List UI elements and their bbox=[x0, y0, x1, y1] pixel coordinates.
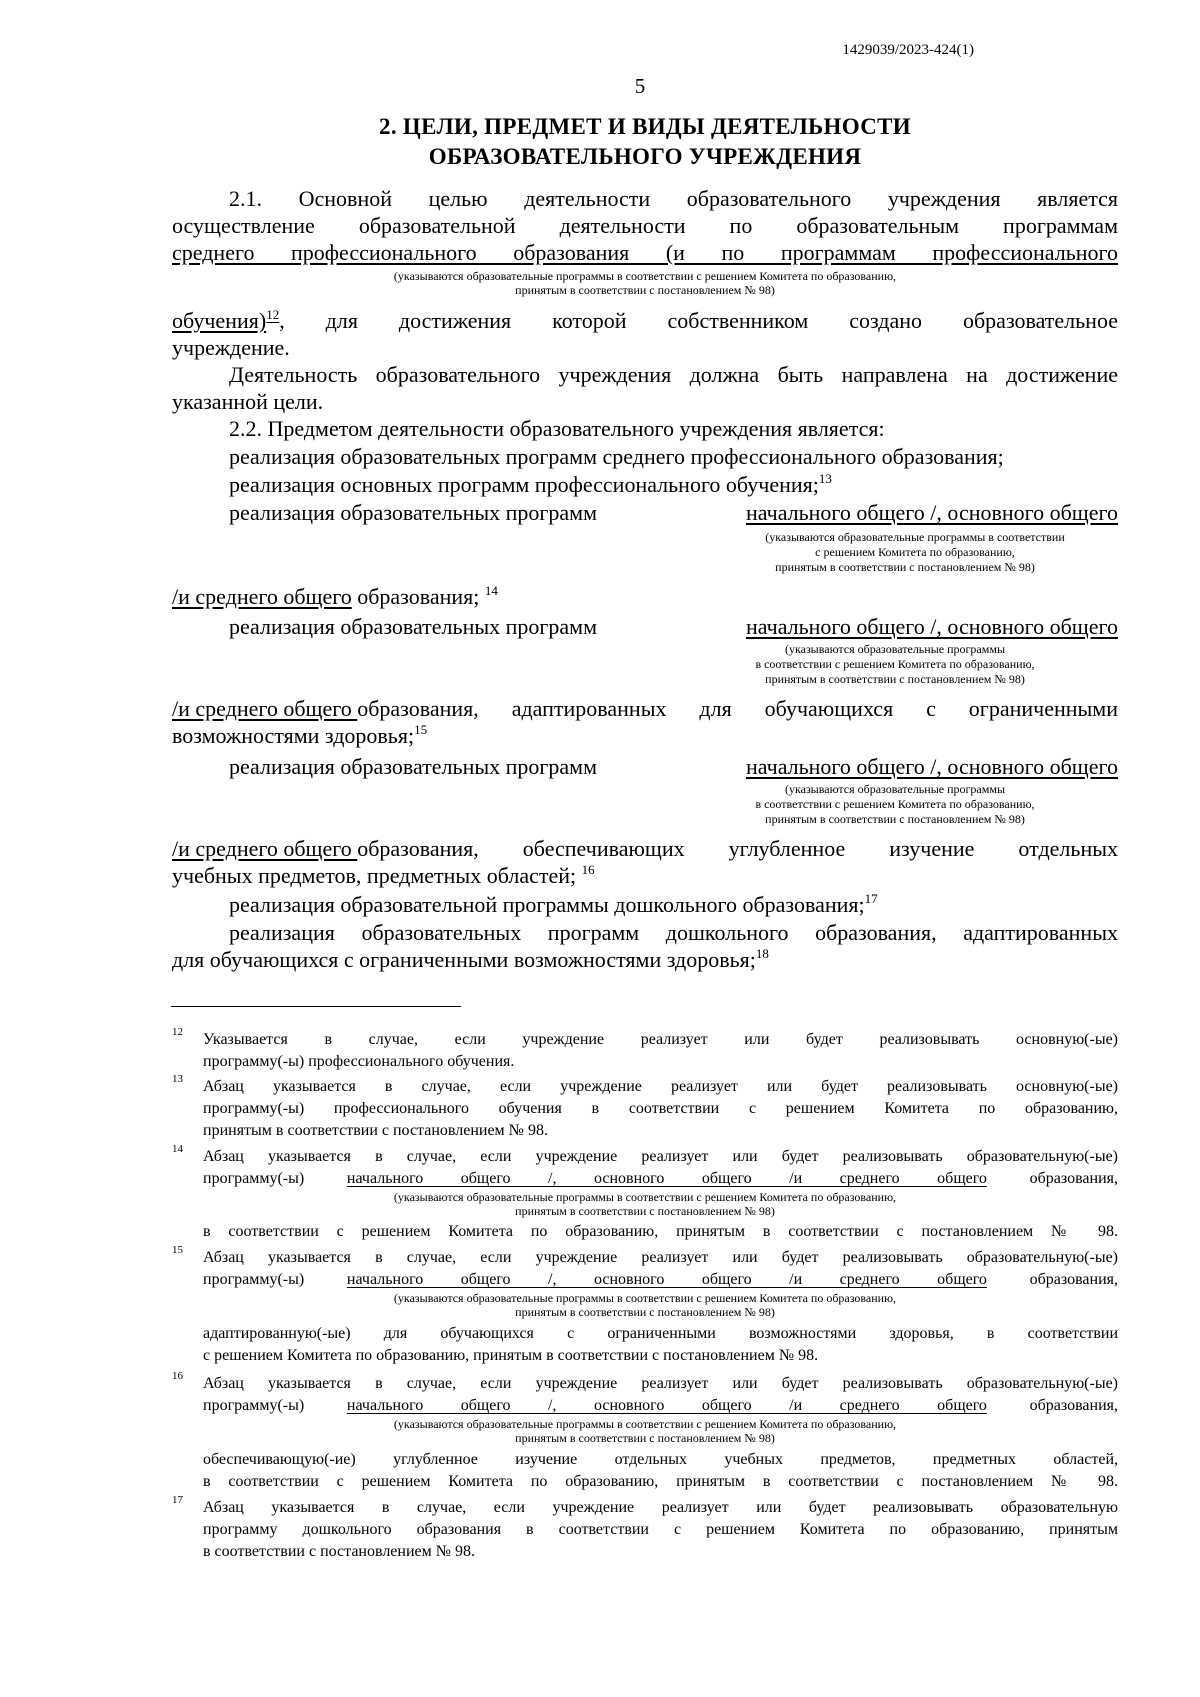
footnote-ref-17: 17 bbox=[864, 891, 878, 906]
footnote-16-line-3: обеспечивающую(-ие) углубленное изучение отдельных учебных предметов, предметных областей, bbox=[203, 1451, 1118, 1468]
p22-item-6-text: реализация образовательной программы дошкольного образования; bbox=[229, 892, 865, 917]
footnote-15-line-2 bbox=[203, 1270, 1118, 1290]
p22-item-4-line-3-text: возможностями здоровья; bbox=[172, 723, 415, 748]
p21-line-2: осуществление образовательной деятельности по образовательным программам bbox=[172, 213, 1118, 238]
document-id: 1429039/2023-424(1) bbox=[842, 42, 974, 58]
p22-item-3-programs: начального общего /, основного общего bbox=[745, 500, 1118, 525]
p22-item-5-line-1 bbox=[229, 754, 1118, 780]
p22-item-5-programs: начального общего /, основного общего bbox=[745, 754, 1118, 779]
p21-note-2: принятым в соответствии с постановлением № 98) bbox=[515, 283, 775, 297]
p22-item-5-line-3-text: учебных предметов, предметных областей; bbox=[172, 863, 577, 888]
footnote-ref-16: 16 bbox=[581, 862, 595, 877]
p22-item-4-u: /и среднего общего bbox=[172, 696, 358, 721]
footnote-17-line-1: Абзац указывается в случае, если учреждение реализует или будет реализовывать образовательную bbox=[203, 1499, 1118, 1516]
footnote-12-number: 12 bbox=[172, 1026, 183, 1038]
p22-item-2 bbox=[229, 472, 832, 498]
p22-item-5-line-3 bbox=[172, 863, 595, 889]
footnote-14-line-2 bbox=[203, 1169, 1118, 1189]
p22-item-3-note-2: с решением Комитета по образованию, bbox=[815, 545, 1015, 559]
footnote-15-note-2: принятым в соответствии с постановлением № 98) bbox=[515, 1305, 775, 1319]
p21-note-1: (указываются образовательные программы в соответствии с решением Комитета по образованию, bbox=[393, 269, 897, 283]
footnote-15-programs: начального общего /, основного общего /и среднего общего bbox=[346, 1271, 987, 1288]
p22-item-3-line-2 bbox=[172, 584, 498, 610]
p22-item-7-line-2 bbox=[172, 947, 769, 973]
p22-item-5-note-3: принятым в соответствии с постановлением № 98) bbox=[765, 812, 1025, 826]
p22-item-4-line-3 bbox=[172, 723, 427, 749]
p22-item-4-note-3: принятым в соответствии с постановлением № 98) bbox=[765, 672, 1025, 686]
p21-line-1: 2.1. Основной целью деятельности образовательного учреждения является bbox=[229, 186, 1118, 211]
p22-item-5-note-2: в соответствии с решением Комитета по образованию, bbox=[755, 797, 1035, 811]
footnote-13-number: 13 bbox=[172, 1073, 183, 1085]
p21-line-7: указанной цели. bbox=[172, 389, 324, 414]
p21-line-5: учреждение. bbox=[172, 335, 290, 360]
page-number: 5 bbox=[634, 74, 646, 98]
p22-item-3-note-1: (указываются образовательные программы в соответствии bbox=[765, 530, 1065, 544]
footnote-ref-18: 18 bbox=[755, 946, 769, 961]
footnote-15-line-1: Абзац указывается в случае, если учреждение реализует или будет реализовывать образовательную(-ые) bbox=[203, 1249, 1118, 1266]
section-title-line-1: 2. ЦЕЛИ, ПРЕДМЕТ И ВИДЫ ДЕЯТЕЛЬНОСТИ bbox=[379, 114, 911, 139]
p22-item-2-text: реализация основных программ профессионального обучения; bbox=[229, 472, 819, 497]
p22-item-3-end: образования; bbox=[351, 584, 480, 609]
p22-item-7-line-2-text: для обучающихся с ограниченными возможностями здоровья; bbox=[172, 947, 756, 972]
footnote-14-note-1: (указываются образовательные программы в соответствии с решением Комитета по образованию, bbox=[393, 1190, 897, 1204]
p22-item-4-line-1 bbox=[229, 614, 1118, 640]
footnote-14-line-2-end: образования, bbox=[1029, 1170, 1118, 1187]
footnote-17-number: 17 bbox=[172, 1494, 183, 1506]
footnote-ref-15: 15 bbox=[414, 722, 428, 737]
footnote-12-line-2: программу(-ы) профессионального обучения. bbox=[203, 1053, 515, 1070]
footnote-15-note-1: (указываются образовательные программы в соответствии с решением Комитета по образованию, bbox=[393, 1291, 897, 1305]
p22-item-7-line-1: реализация образовательных программ дошкольного образования, адаптированных bbox=[229, 920, 1118, 945]
p22-item-4-start: реализация образовательных программ bbox=[229, 614, 598, 639]
footnote-15-line-3: адаптированную(-ые) для обучающихся с ограниченными возможностями здоровья, в соответствии bbox=[203, 1325, 1118, 1342]
footnote-12-line-1: Указывается в случае, если учреждение реализует или будет реализовывать основную(-ые) bbox=[203, 1031, 1118, 1048]
footnote-16-note-1: (указываются образовательные программы в соответствии с решением Комитета по образованию, bbox=[393, 1417, 897, 1431]
p22-item-5-rest: образования, обеспечивающих углубленное изучение отдельных bbox=[357, 836, 1118, 861]
footnote-14-programs: начального общего /, основного общего /и среднего общего bbox=[346, 1170, 987, 1187]
p21-line-4-rest: , для достижения которой собственником создано образовательное bbox=[279, 308, 1118, 333]
footnote-14-line-1: Абзац указывается в случае, если учреждение реализует или будет реализовывать образовательную(-ые) bbox=[203, 1148, 1118, 1165]
footnote-16-line-2-start: программу(-ы) bbox=[203, 1397, 305, 1414]
footnote-14-note-2: принятым в соответствии с постановлением № 98) bbox=[515, 1204, 775, 1218]
p22-item-3-start: реализация образовательных программ bbox=[229, 500, 598, 525]
p21-line-4 bbox=[172, 308, 1118, 334]
footnote-16-line-1: Абзац указывается в случае, если учреждение реализует или будет реализовывать образовательную(-ые) bbox=[203, 1375, 1118, 1392]
footnote-16-line-2 bbox=[203, 1396, 1118, 1416]
p21-line-3: среднего профессионального образования (и по программам профессионального bbox=[172, 240, 1118, 265]
footnote-16-note-2: принятым в соответствии с постановлением № 98) bbox=[515, 1431, 775, 1445]
p22-item-3-line-1 bbox=[229, 500, 1118, 526]
footnote-15-line-4: с решением Комитета по образованию, принятым в соответствии с постановлением № 98. bbox=[203, 1347, 819, 1364]
footnote-ref-13: 13 bbox=[818, 471, 832, 486]
p21-line-6: Деятельность образовательного учреждения должна быть направлена на достижение bbox=[229, 362, 1118, 387]
p22-item-4-note-1: (указываются образовательные программы bbox=[784, 642, 1006, 656]
footnote-ref-14: 14 bbox=[484, 583, 498, 598]
footnote-14-line-2-start: программу(-ы) bbox=[203, 1170, 305, 1187]
footnote-ref-12: 12 bbox=[266, 307, 280, 322]
p22-item-4-note-2: в соответствии с решением Комитета по образованию, bbox=[755, 657, 1035, 671]
footnote-15-number: 15 bbox=[172, 1244, 183, 1256]
footnote-13-line-3: принятым в соответствии с постановлением № 98. bbox=[203, 1122, 548, 1139]
p22-item-5-u: /и среднего общего bbox=[172, 836, 358, 861]
footnote-13-line-2: программу(-ы) профессионального обучения в соответствии с решением Комитета по образованию, bbox=[203, 1100, 1118, 1117]
footnote-13-line-1: Абзац указывается в случае, если учреждение реализует или будет реализовывать основную(-ые) bbox=[203, 1078, 1118, 1095]
p22-item-5-line-2 bbox=[172, 836, 1118, 862]
p22-item-4-rest: образования, адаптированных для обучающихся с ограниченными bbox=[357, 696, 1118, 721]
p22-item-6 bbox=[229, 892, 878, 918]
footnote-14-line-3: в соответствии с решением Комитета по образованию, принятым в соответствии с постановлением № 98. bbox=[203, 1223, 1118, 1240]
footnote-17-line-2: программу дошкольного образования в соответствии с решением Комитета по образованию, принятым bbox=[203, 1521, 1118, 1538]
p22-item-4-line-2 bbox=[172, 696, 1118, 722]
p22-item-3-u: /и среднего общего bbox=[172, 584, 352, 609]
footnote-15-line-2-start: программу(-ы) bbox=[203, 1271, 305, 1288]
section-title-line-2: ОБРАЗОВАТЕЛЬНОГО УЧРЕЖДЕНИЯ bbox=[428, 144, 862, 169]
footnote-15-line-2-end: образования, bbox=[1029, 1271, 1118, 1288]
p22-item-4-programs: начального общего /, основного общего bbox=[745, 614, 1118, 639]
footnote-16-line-2-end: образования, bbox=[1029, 1397, 1118, 1414]
footnote-17-line-3: в соответствии с постановлением № 98. bbox=[203, 1543, 476, 1560]
p21-obuchenia: обучения) bbox=[172, 308, 267, 333]
p22-item-3-note-3: принятым в соответствии с постановлением № 98) bbox=[775, 560, 1035, 574]
p22-item-5-start: реализация образовательных программ bbox=[229, 754, 598, 779]
footnote-16-number: 16 bbox=[172, 1370, 183, 1382]
p22-item-5-note-1: (указываются образовательные программы bbox=[784, 782, 1006, 796]
footnote-separator bbox=[171, 1006, 461, 1007]
p22-intro: 2.2. Предметом деятельности образовательного учреждения является: bbox=[229, 416, 885, 441]
footnote-16-programs: начального общего /, основного общего /и среднего общего bbox=[346, 1397, 987, 1414]
footnote-16-line-4: в соответствии с решением Комитета по образованию, принятым в соответствии с постановлением № 98. bbox=[203, 1473, 1118, 1490]
footnote-14-number: 14 bbox=[172, 1143, 183, 1155]
p22-item-1: реализация образовательных программ среднего профессионального образования; bbox=[229, 444, 1004, 469]
